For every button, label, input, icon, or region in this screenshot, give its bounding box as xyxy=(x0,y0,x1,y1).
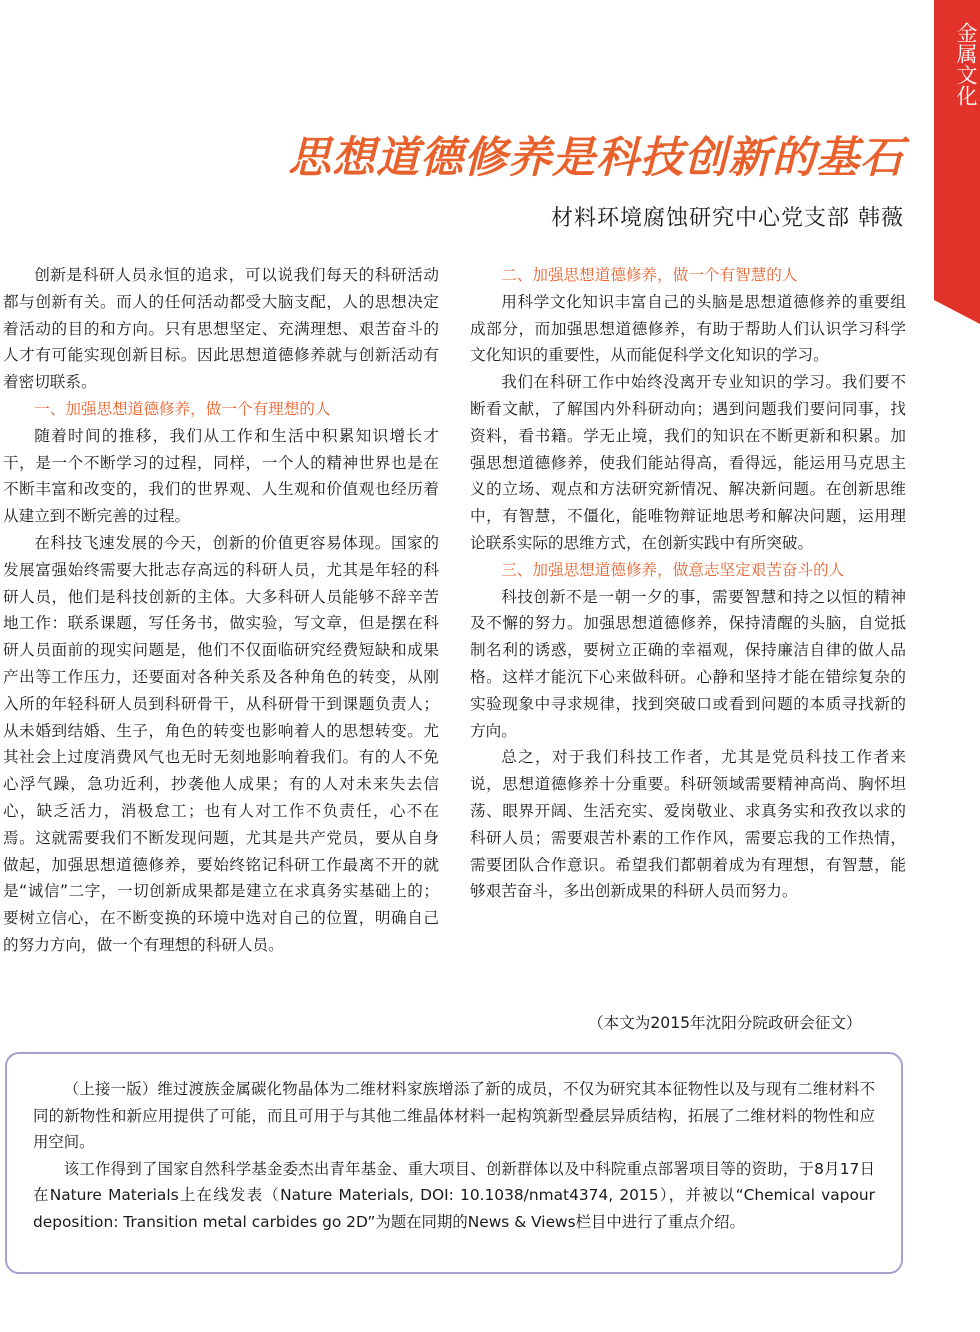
conclusion-paragraph: 总之，对于我们科技工作者，尤其是党员科技工作者来说，思想道德修养十分重要。科研领域需要精神高尚、胸怀坦荡、眼界开阔、生活充实、爱岗敬业、求真务实和孜孜以求的科研人员；需要艰苦朴素的工作作风，需要忘我的工作热情，需要团队合作意识。希望我们都朝着成为有理想，有智慧，能够艰苦奋斗，多出创新成果的科研人员而努力。 xyxy=(470,748,906,901)
intro-paragraph: 创新是科研人员永恒的追求，可以说我们每天的科研活动都与创新有关。而人的任何活动都受大脑支配，人的思想决定着活动的目的和方向。只有思想坚定、充满理想、艰苦奋斗的人才有可能实现创新目标。因此思想道德修养就与创新活动有着密切联系。 xyxy=(3,266,439,392)
section1-paragraph-2: 在科技飞速发展的今天，创新的价值更容易体现。国家的发展富强始终需要大批志存高远的科研人员，尤其是年轻的科研人员，他们是科技创新的主体。大多科研人员能够不辞辛苦地工作：联系课题，写任务书，做实验，写文章，但是摆在科研人员面前的现实问题是，他们不仅面临研究经费短缺和成果产出等工作压力，还要面对各种关系及各种角色的转变，从刚入所的年轻科研人员到科研骨干，从科研骨干到课题负责人；从未婚到结婚、生子，角色的转变也影响着人的思想转变。尤其社会上过度消费风气也无时无刻地影响着我们。有的人不免心浮气躁，急功近利，抄袭他人成果；有的人对未来失去信心，缺乏活力，消极怠工；也有人对工作不负责任，心不在焉。这就需要我们不断发现问题，尤其是共产党员，要从自身做起，加强思想道德修养，要始终铭记科研工作最离不开的就是“诚信”二字，一切创新成果都是建立在求真务实基础上的；要树立信心，在不断变换的环境中选对自己的位置，明确自己的努力方向，做一个有理想的科研人员。 xyxy=(3,533,439,954)
section-heading-3: 三、加强思想道德修养，做意志坚定艰苦奋斗的人 xyxy=(501,560,845,579)
section2-paragraph-1: 用科学文化知识丰富自己的头脑是思想道德修养的重要组成部分，而加强思想道德修养，有助于帮助人们认识学习科学文化知识的重要性，从而能促科学文化知识的学习。 xyxy=(470,292,906,365)
section-tab xyxy=(934,0,980,300)
section2-paragraph-2: 我们在科研工作中始终没离开专业知识的学习。我们要不断看文献，了解国内外科研动向；遇到问题我们要问同事，找资料，看书籍。学无止境，我们的知识在不断更新和积累。加强思想道德修养，使我们能站得高，看得远，能运用马克思主义的立场、观点和方法研究新情况、解决新问题。在创新思维中，有智慧，不僵化，能唯物辩证地思考和解决问题，运用理论联系实际的思维方式，在创新实践中有所突破。 xyxy=(470,373,906,552)
continuation-paragraph-2: 该工作得到了国家自然科学基金委杰出青年基金、重大项目、创新群体以及中科院重点部署项目等的资助，于8月17日在Nature Materials上在线发表（Nature Materials, DOI: 10.1038/nmat4374, 2015），并被以“Chemical vapour deposition: Transition metal carbides go 2D”为题在同期的News & Views栏目中进行了重点介绍。 xyxy=(33,1159,875,1231)
source-note: （本文为2015年沈阳分院政研会征文） xyxy=(588,1014,862,1032)
continuation-box xyxy=(5,1052,903,1274)
article-byline: 材料环境腐蚀研究中心党支部 韩薇 xyxy=(551,206,904,231)
section-heading-2: 二、加强思想道德修养，做一个有智慧的人 xyxy=(501,266,798,284)
section-tab-label: 金属文化 xyxy=(954,22,978,106)
section-heading-1: 一、加强思想道德修养，做一个有理想的人 xyxy=(34,399,331,418)
article-title: 思想道德修养是科技创新的基石 xyxy=(288,133,904,183)
section1-paragraph-1: 随着时间的推移，我们从工作和生活中积累知识增长才干，是一个不断学习的过程，同样，一个人的精神世界也是在不断丰富和改变的，我们的世界观、人生观和价值观也经历着从建立到不断完善的过程。 xyxy=(3,426,439,526)
article-column-right xyxy=(470,262,906,905)
article-column-left xyxy=(3,262,439,959)
continuation-paragraph-1: （上接一版）维过渡族金属碳化物晶体为二维材料家族增添了新的成员，不仅为研究其本征物性以及与现有二维材料不同的新物性和新应用提供了可能，而且可用于与其他二维晶体材料一起构筑新型叠层异质结构，拓展了二维材料的物性和应用空间。 xyxy=(33,1080,875,1152)
section3-paragraph-1: 科技创新不是一朝一夕的事，需要智慧和持之以恒的精神及不懈的努力。加强思想道德修养，保持清醒的头脑，自觉抵制名利的诱惑，要树立正确的幸福观，保持廉洁自律的做人品格。这样才能沉下心来做科研。心静和坚持才能在错综复杂的实验现象中寻求规律，找到突破口或看到问题的本质寻找新的方向。 xyxy=(470,587,906,740)
